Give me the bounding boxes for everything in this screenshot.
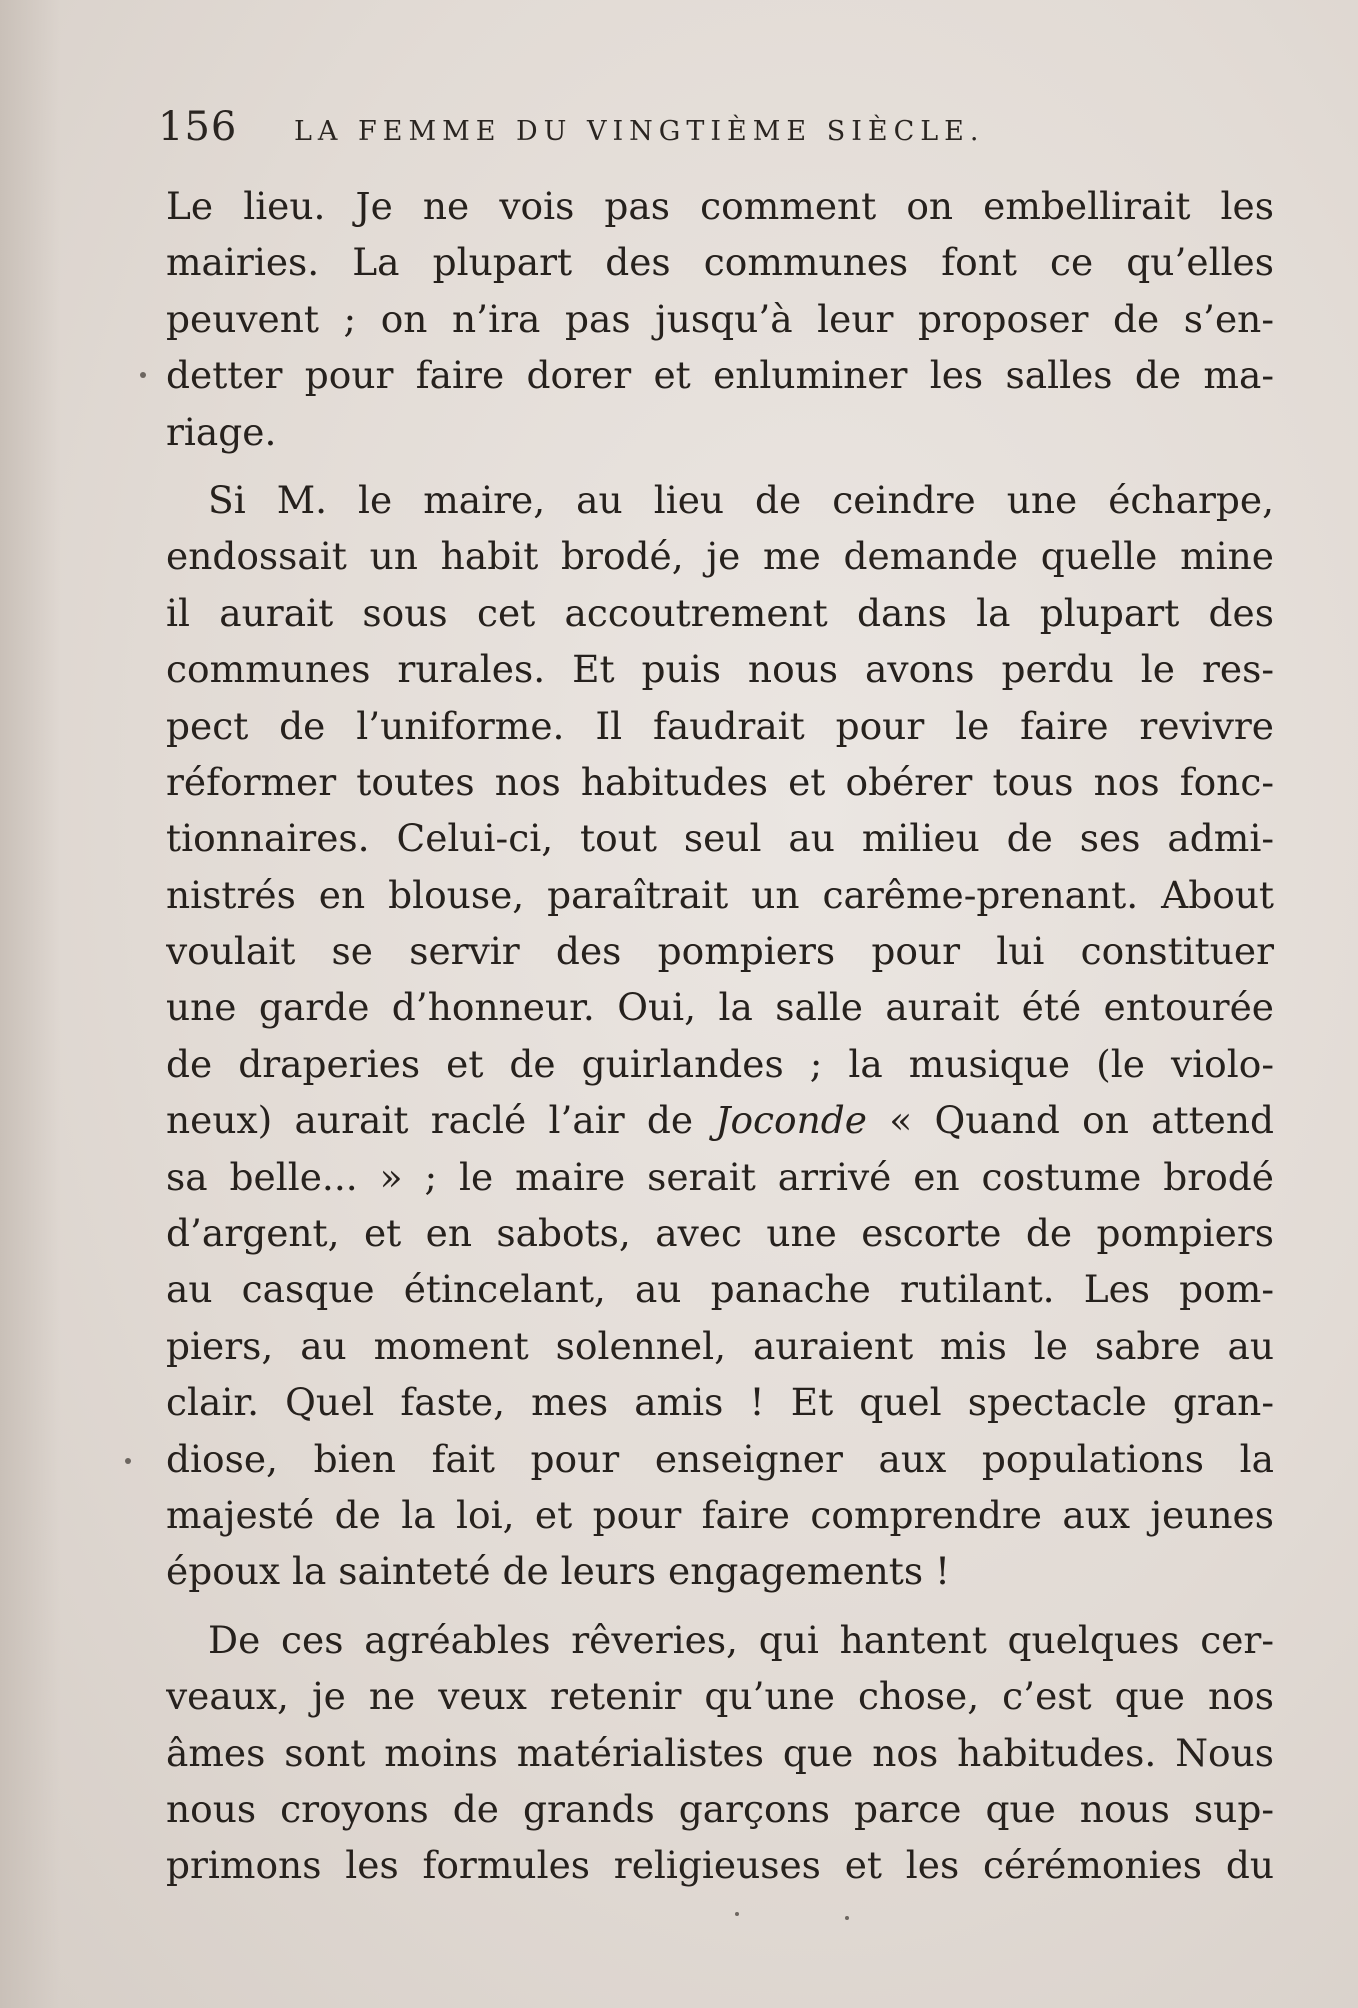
text-line: époux la sainteté de leurs engagements ! — [166, 1549, 951, 1594]
text-line: veaux, je ne veux retenir qu’une chose, c’est que nos — [166, 1674, 1274, 1719]
text-line: communes rurales. Et puis nous avons perdu le res- — [166, 647, 1274, 692]
text-line: majesté de la loi, et pour faire comprendre aux jeunes — [166, 1492, 1274, 1537]
text-line: nous croyons de grands garçons parce que nous sup- — [166, 1786, 1274, 1831]
paper-speck — [845, 1916, 849, 1920]
paper-speck — [735, 1912, 739, 1916]
text-line: il aurait sous cet accoutrement dans la plupart des — [166, 590, 1274, 635]
text-line: nistrés en blouse, paraîtrait un carême-prenant. About — [166, 872, 1274, 917]
text-line: sa belle... » ; le maire serait arrivé en costume brodé — [166, 1154, 1274, 1199]
text-line: Le lieu. Je ne vois pas comment on embellirait les — [166, 184, 1274, 228]
text-line: piers, au moment solennel, auraient mis le sabre au — [166, 1323, 1274, 1368]
text-line: detter pour faire dorer et enluminer les salles de ma- — [166, 353, 1274, 398]
text-line: mairies. La plupart des communes font ce qu’elles — [166, 240, 1274, 285]
text-line: De ces agréables rêveries, qui hantent quelques cer- — [208, 1617, 1274, 1662]
body-text — [166, 178, 1274, 1894]
text-line: primons les formules religieuses et les cérémonies du — [166, 1843, 1274, 1888]
page-number: 156 — [158, 104, 238, 150]
text-line: d’argent, et en sabots, avec une escorte de pompiers — [166, 1211, 1274, 1256]
text-line: de draperies et de guirlandes ; la musique (le violo- — [166, 1041, 1274, 1086]
text-line: clair. Quel faste, mes amis ! Et quel spectacle gran- — [166, 1380, 1274, 1425]
text-line: riage. — [166, 409, 277, 454]
text-line: endossait un habit brodé, je me demande quelle mine — [166, 534, 1274, 579]
page-header — [158, 104, 1158, 164]
text-line: diose, bien fait pour enseigner aux populations la — [166, 1436, 1274, 1481]
text-line: neux) aurait raclé l’air de Joconde « Quand on attend — [166, 1098, 1274, 1143]
text-line: Si M. le maire, au lieu de ceindre une écharpe, — [208, 477, 1274, 522]
page-gutter-shadow — [0, 0, 60, 2008]
paper-speck — [140, 372, 146, 378]
italic-title: Joconde — [715, 1098, 867, 1143]
running-title: LA FEMME DU VINGTIÈME SIÈCLE. — [294, 116, 985, 147]
paper-speck — [125, 1458, 131, 1464]
text-line: âmes sont moins matérialistes que nos habitudes. Nous — [166, 1730, 1274, 1775]
text-line: une garde d’honneur. Oui, la salle aurait été entourée — [166, 985, 1274, 1030]
paragraph-gap — [166, 1600, 1274, 1612]
text-line: tionnaires. Celui-ci, tout seul au milieu de ses admi- — [166, 816, 1274, 861]
text-line: réformer toutes nos habitudes et obérer tous nos fonc- — [166, 759, 1274, 804]
text-line: pect de l’uniforme. Il faudrait pour le faire revivre — [166, 703, 1274, 748]
text-line: voulait se servir des pompiers pour lui constituer — [166, 929, 1274, 974]
text-line: au casque étincelant, au panache rutilant. Les pom- — [166, 1267, 1274, 1312]
text-line: peuvent ; on n’ira pas jusqu’à leur proposer de s’en- — [166, 296, 1274, 341]
paragraph-gap — [166, 460, 1274, 472]
